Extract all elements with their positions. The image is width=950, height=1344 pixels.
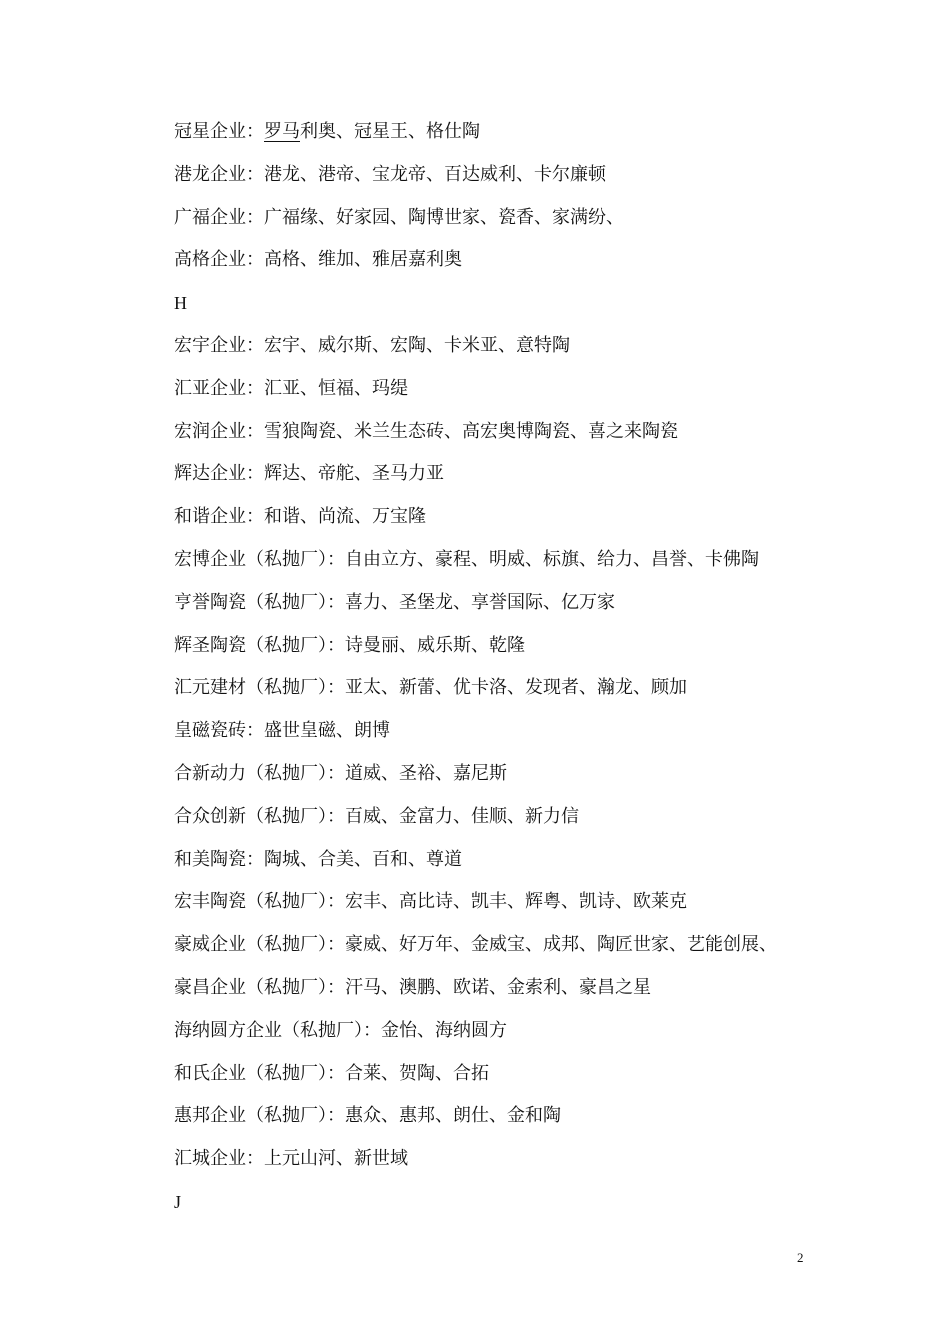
company-entry — [174, 588, 874, 631]
company-entry — [174, 930, 874, 973]
company-name: 汇亚企业： — [174, 377, 264, 399]
company-name: 广福企业： — [174, 206, 264, 228]
company-entry — [174, 887, 874, 930]
company-name: 高格企业： — [174, 249, 264, 271]
brand-list-text: 金怡、海纳圆方 — [381, 1019, 507, 1041]
company-name: 辉达企业： — [174, 463, 264, 485]
company-name: 冠星企业： — [174, 121, 264, 142]
company-name: 宏博企业（私抛厂）： — [174, 548, 345, 570]
brand-list-text: 汗马、澳鹏、欧诺、金索利、豪昌之星 — [345, 976, 651, 998]
company-name: 汇元建材（私抛厂）： — [174, 677, 345, 699]
company-entry — [174, 245, 874, 288]
brand-list-text: 辉达、帝舵、圣马力亚 — [264, 463, 444, 485]
company-name: 亨誉陶瓷（私抛厂）： — [174, 591, 345, 613]
company-name: 合新动力（私抛厂）： — [174, 762, 345, 784]
brand-list-text: 亚太、新蕾、优卡洛、发现者、瀚龙、顾加 — [345, 677, 687, 699]
company-entry — [174, 673, 874, 716]
company-name: 惠邦企业（私抛厂）： — [174, 1105, 345, 1127]
company-entry — [174, 716, 874, 759]
company-name: 豪昌企业（私抛厂）： — [174, 976, 345, 998]
company-name: 皇磁瓷砖： — [174, 720, 264, 742]
company-name: 宏丰陶瓷（私抛厂）： — [174, 891, 345, 913]
brand-list-text: 喜力、圣堡龙、享誉国际、亿万家 — [345, 591, 615, 613]
brand-list-text: 高格、维加、雅居嘉利奥 — [264, 249, 462, 271]
section-letter — [174, 1187, 874, 1230]
brand-list-text: 雪狼陶瓷、米兰生态砖、高宏奥博陶瓷、喜之来陶瓷 — [264, 420, 678, 442]
company-entry — [174, 1016, 874, 1059]
company-entry — [174, 1101, 874, 1144]
company-name: 港龙企业： — [174, 163, 264, 185]
brand-list-text: 港龙、港帝、宝龙帝、百达威利、卡尔廉顿 — [264, 163, 606, 185]
brand-underlined: 罗马 — [264, 121, 300, 142]
brand-list-text: 陶城、合美、百和、尊道 — [264, 848, 462, 870]
section-letter-text: J — [174, 1191, 182, 1212]
brand-list-text: 上元山河、新世域 — [264, 1148, 408, 1170]
company-name: 和氏企业（私抛厂）： — [174, 1062, 345, 1084]
company-name: 合众创新（私抛厂）： — [174, 805, 345, 827]
page-number: 2 — [797, 1250, 804, 1265]
brand-list-text: 宏丰、高比诗、凯丰、辉粤、凯诗、欧莱克 — [345, 891, 687, 913]
company-entry — [174, 417, 874, 460]
section-letter — [174, 288, 874, 331]
company-name: 辉圣陶瓷（私抛厂）： — [174, 634, 345, 656]
company-entry — [174, 973, 874, 1016]
company-entry — [174, 631, 874, 674]
company-entry — [174, 459, 874, 502]
section-letter-text: H — [174, 293, 187, 314]
company-name: 豪威企业（私抛厂）： — [174, 934, 345, 956]
brand-list — [174, 117, 874, 1230]
brand-list-text: 和谐、尚流、万宝隆 — [264, 506, 426, 528]
brand-list-text: 道威、圣裕、嘉尼斯 — [345, 762, 507, 784]
company-name: 海纳圆方企业（私抛厂）： — [174, 1019, 381, 1041]
company-name: 宏润企业： — [174, 420, 264, 442]
brand-list-text: 豪威、好万年、金威宝、成邦、陶匠世家、艺能创展、 — [345, 934, 777, 956]
brand-list-text: 惠众、惠邦、朗仕、金和陶 — [345, 1105, 561, 1127]
company-name: 和美陶瓷： — [174, 848, 264, 870]
brand-list-text: 盛世皇磁、朗博 — [264, 720, 390, 742]
brand-list-text: 利奥、冠星王、格仕陶 — [300, 121, 480, 142]
company-entry — [174, 1059, 874, 1102]
company-name: 汇城企业： — [174, 1148, 264, 1170]
company-entry — [174, 759, 874, 802]
company-entry — [174, 160, 874, 203]
company-entry — [174, 117, 874, 160]
brand-list-text: 百威、金富力、佳顺、新力信 — [345, 805, 579, 827]
company-entry — [174, 331, 874, 374]
company-entry — [174, 374, 874, 417]
brand-list-text: 广福缘、好家园、陶博世家、瓷香、家满纷、 — [264, 206, 624, 228]
brand-list-text: 诗曼丽、威乐斯、乾隆 — [345, 634, 525, 656]
brand-list-text: 合莱、贺陶、合拓 — [345, 1062, 489, 1084]
brand-list-text: 汇亚、恒福、玛缇 — [264, 377, 408, 399]
company-entry — [174, 502, 874, 545]
company-entry — [174, 802, 874, 845]
company-entry — [174, 845, 874, 888]
company-entry — [174, 203, 874, 246]
brand-list-text: 宏宇、威尔斯、宏陶、卡米亚、意特陶 — [264, 334, 570, 356]
company-entry — [174, 1144, 874, 1187]
company-entry — [174, 545, 874, 588]
company-name: 和谐企业： — [174, 506, 264, 528]
brand-list-text: 自由立方、豪程、明威、标旗、给力、昌誉、卡佛陶 — [345, 548, 759, 570]
company-name: 宏宇企业： — [174, 334, 264, 356]
